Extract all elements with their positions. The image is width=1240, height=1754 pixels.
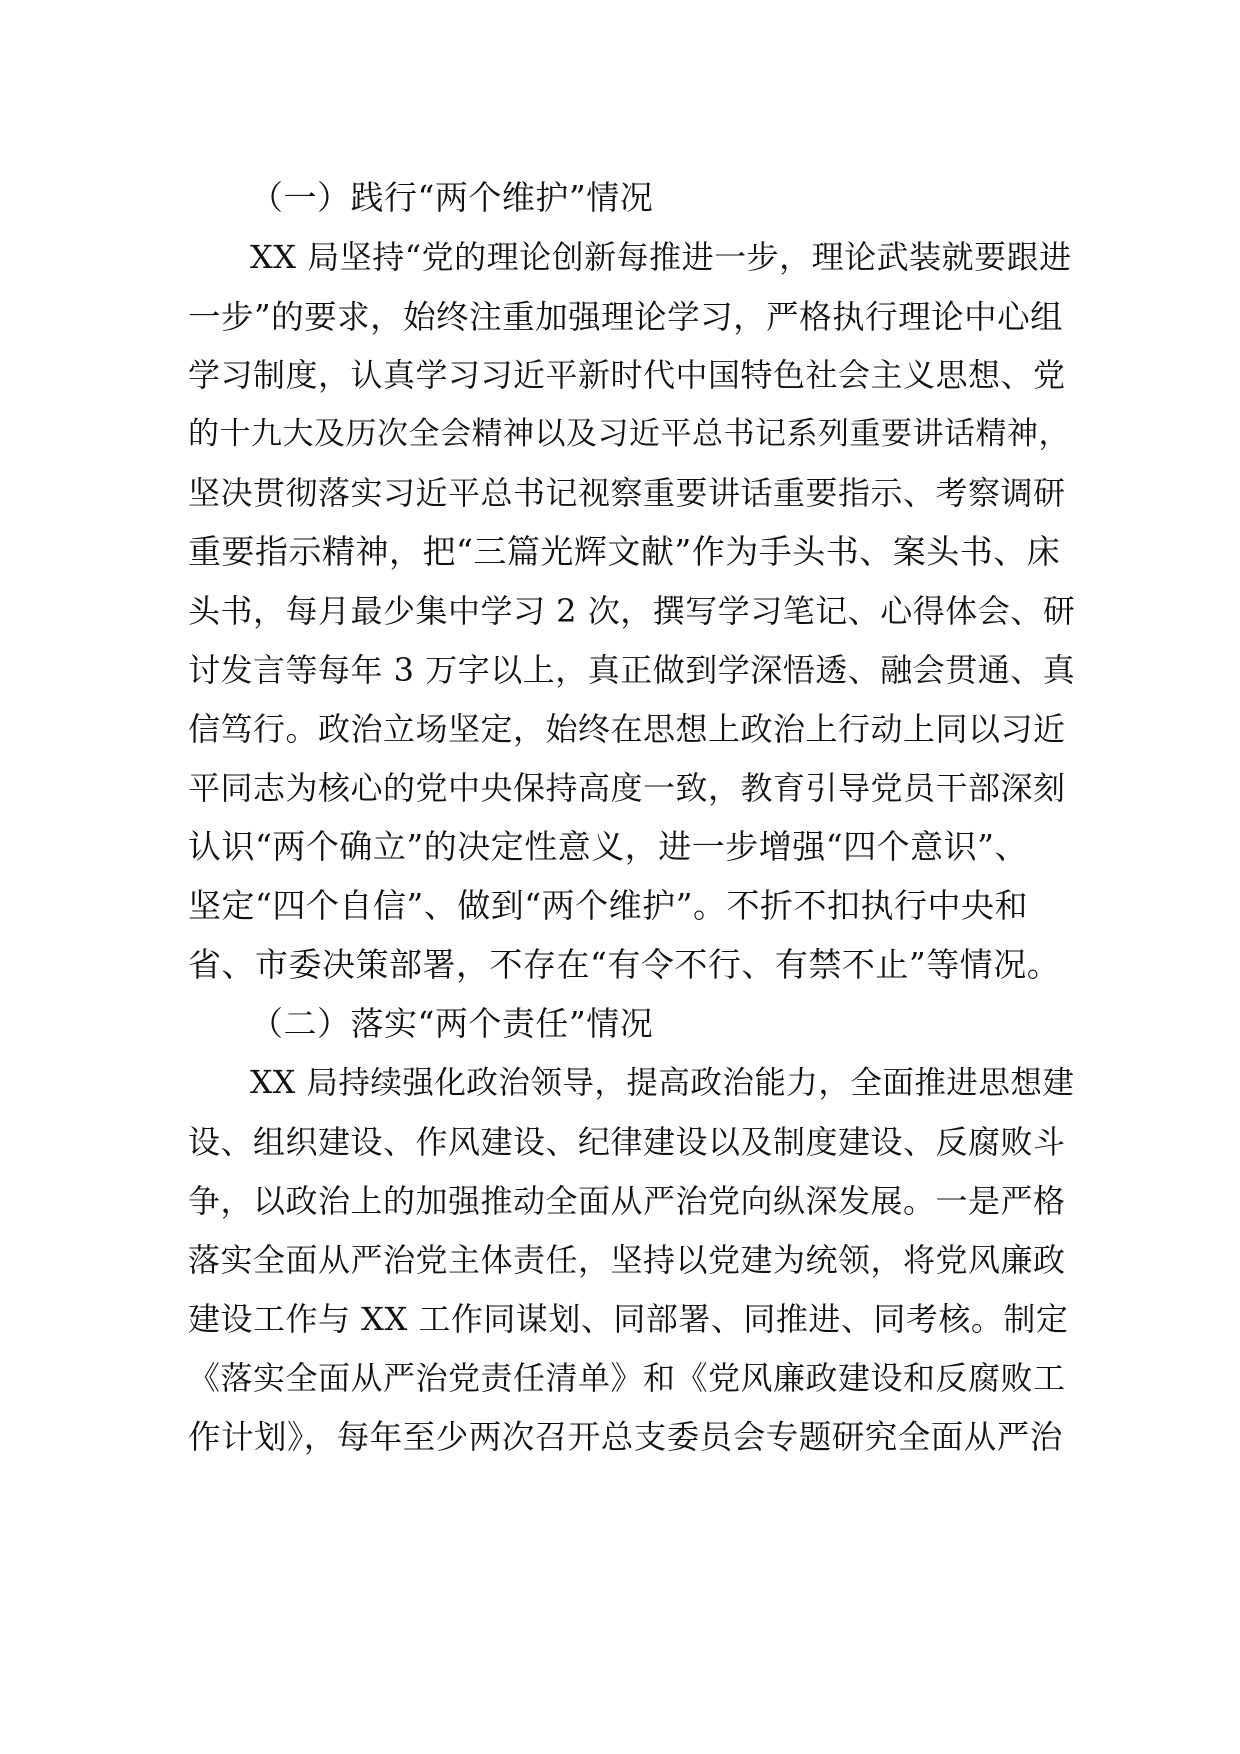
- paragraph-line: 坚定“四个自信”、做到“两个维护”。不折不扣执行中央和: [188, 886, 1028, 925]
- paragraph-line: 的十九大及历次全会精神以及习近平总书记系列重要讲话精神，: [188, 416, 1070, 452]
- paragraph-line: 省、市委决策部署，不存在“有令不行、有禁不止”等情况。: [188, 945, 1061, 984]
- paragraph-line: 学习制度，认真学习习近平新时代中国特色社会主义思想、党: [188, 356, 1066, 394]
- paragraph-line: XX 局坚持“党的理论创新每推进一步，理论武装就要跟进: [250, 238, 1072, 276]
- paragraph-line: 作计划》，每年至少两次召开总支委员会专题研究全面从严治: [188, 1418, 1063, 1456]
- paragraph-line: 坚决贯彻落实习近平总书记视察重要讲话重要指示、考察调研: [188, 474, 1066, 512]
- paragraph-line: 重要指示精神，把“三篇光辉文献”作为手头书、案头书、床: [188, 532, 1061, 571]
- section-heading-2: （二）落实“两个责任”情况: [250, 1004, 654, 1043]
- paragraph-line: 设、组织建设、作风建设、纪律建设以及制度建设、反腐败斗: [188, 1123, 1066, 1161]
- paragraph-line: 争，以政治上的加强推动全面从严治党向纵深发展。一是严格: [188, 1182, 1066, 1220]
- paragraph-line: 平同志为核心的党中央保持高度一致，教育引导党员干部深刻: [188, 769, 1066, 807]
- paragraph-line: 《落实全面从严治党责任清单》和《党风廉政建设和反腐败工: [188, 1359, 1066, 1397]
- paragraph-line: 信笃行。政治立场坚定，始终在思想上政治上行动上同以习近: [188, 710, 1066, 748]
- paragraph-line: 一步”的要求，始终注重加强理论学习，严格执行理论中心组: [188, 298, 1064, 336]
- paragraph-line: XX 局持续强化政治领导，提高政治能力，全面推进思想建: [250, 1065, 1075, 1101]
- paragraph-line: 讨发言等每年 3 万字以上，真正做到学深悟透、融会贯通、真: [188, 651, 1076, 689]
- paragraph-line: 落实全面从严治党主体责任，坚持以党建为统领，将党风廉政: [188, 1241, 1066, 1279]
- paragraph-line: 建设工作与 XX 工作同谋划、同部署、同推进、同考核。制定: [188, 1300, 1069, 1338]
- paragraph-line: 头书，每月最少集中学习 2 次，撰写学习笔记、心得体会、研: [188, 592, 1076, 630]
- paragraph-line: 认识“两个确立”的决定性意义，进一步增强“四个意识”、: [188, 827, 1028, 866]
- section-heading-1: （一）践行“两个维护”情况: [250, 178, 654, 217]
